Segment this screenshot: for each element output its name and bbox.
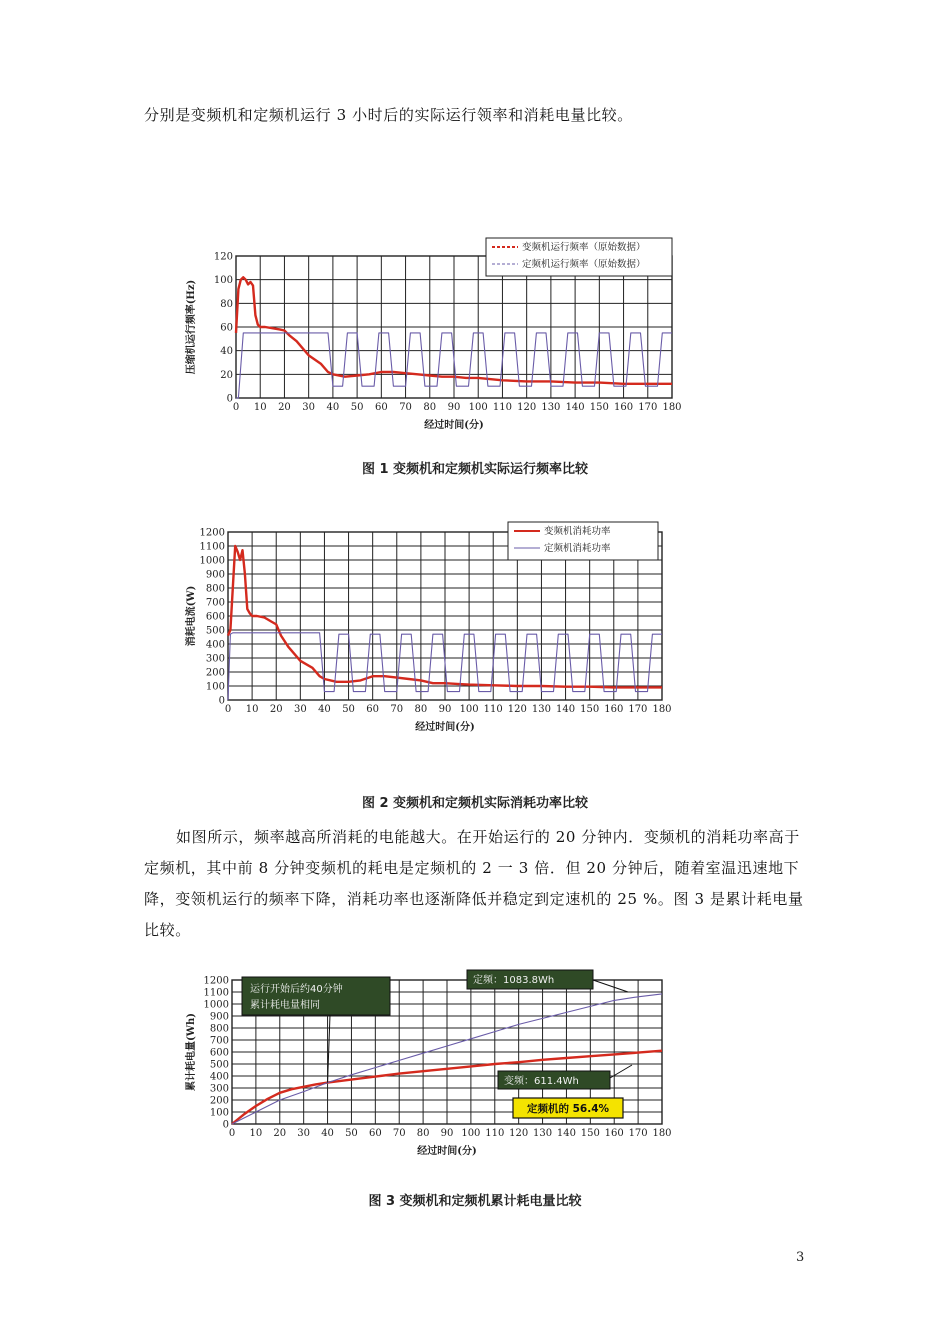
y-tick-label: 600 [209, 1047, 229, 1059]
callout-text-2: 累计耗电量相同 [250, 1000, 320, 1011]
x-tick-label: 160 [614, 402, 634, 413]
y-tick-label: 400 [209, 1071, 229, 1083]
x-tick-label: 10 [245, 704, 259, 715]
x-tick-label: 80 [423, 402, 437, 413]
x-tick-label: 180 [652, 1128, 672, 1139]
x-axis-label: 经过时间(分) [424, 420, 484, 431]
legend-label: 变频机消耗功率 [544, 526, 611, 537]
x-tick-label: 10 [249, 1128, 263, 1139]
y-tick-label: 100 [205, 681, 225, 693]
x-tick-label: 20 [278, 402, 291, 413]
y-tick-label: 20 [220, 369, 233, 381]
y-axis-label: 消耗电流(W) [186, 585, 197, 647]
x-tick-label: 40 [318, 704, 331, 715]
x-tick-label: 30 [302, 402, 316, 413]
x-tick-label: 110 [485, 1128, 505, 1139]
y-tick-label: 800 [209, 1023, 229, 1035]
x-tick-label: 120 [517, 402, 537, 413]
x-axis-label: 经过时间(分) [417, 1146, 477, 1157]
x-tick-label: 70 [399, 402, 412, 413]
frequency-chart [180, 238, 690, 433]
y-tick-label: 1000 [199, 555, 225, 567]
x-tick-label: 140 [556, 704, 576, 715]
x-tick-label: 150 [580, 704, 600, 715]
x-tick-label: 150 [580, 1128, 600, 1139]
x-tick-label: 100 [468, 402, 488, 413]
y-tick-label: 1100 [203, 987, 229, 999]
x-tick-label: 60 [368, 1128, 382, 1139]
x-tick-label: 90 [438, 704, 452, 715]
x-tick-label: 160 [604, 704, 624, 715]
x-tick-label: 170 [628, 704, 648, 715]
x-tick-label: 20 [273, 1128, 287, 1139]
page-number: 3 [796, 1250, 805, 1265]
x-tick-label: 100 [461, 1128, 481, 1139]
y-tick-label: 500 [209, 1059, 229, 1071]
cumulative-energy-chart [180, 968, 690, 1173]
y-tick-label: 300 [209, 1083, 229, 1095]
y-tick-label: 0 [218, 695, 225, 707]
x-tick-label: 50 [342, 704, 355, 715]
callout-text-1: 运行开始后约40分钟 [250, 984, 343, 995]
y-tick-label: 1100 [199, 541, 225, 553]
x-axis-label: 经过时间(分) [415, 722, 475, 733]
y-tick-label: 700 [209, 1035, 229, 1047]
x-tick-label: 180 [652, 704, 672, 715]
y-tick-label: 200 [205, 667, 225, 679]
x-tick-label: 110 [483, 704, 503, 715]
y-tick-label: 700 [205, 597, 225, 609]
y-tick-label: 60 [220, 322, 233, 334]
y-tick-label: 300 [205, 653, 225, 665]
percentage-text: 定频机的 56.4% [526, 1103, 610, 1115]
x-tick-label: 140 [565, 402, 585, 413]
x-tick-label: 140 [556, 1128, 576, 1139]
intro-paragraph: 分别是变频机和定频机运行 3 小时后的实际运行领率和消耗电量比较。 [144, 106, 633, 124]
x-tick-label: 80 [416, 1128, 430, 1139]
y-axis-label: 累计耗电量(Wh) [186, 1013, 197, 1091]
x-tick-label: 90 [447, 402, 461, 413]
y-tick-label: 0 [222, 1119, 229, 1131]
power-chart [180, 520, 690, 750]
figure-1-caption: 图 1 变频机和定频机实际运行频率比较 [361, 462, 589, 477]
x-tick-label: 60 [374, 402, 388, 413]
x-tick-label: 120 [507, 704, 527, 715]
x-tick-label: 180 [662, 402, 682, 413]
y-tick-label: 500 [205, 625, 225, 637]
x-tick-label: 30 [293, 704, 307, 715]
x-tick-label: 130 [533, 1128, 553, 1139]
legend-label: 定频机消耗功率 [544, 543, 611, 554]
figure-2-caption: 图 2 变频机和定频机实际消耗功率比较 [361, 796, 589, 811]
x-tick-label: 170 [638, 402, 658, 413]
x-tick-label: 130 [541, 402, 561, 413]
x-tick-label: 40 [321, 1128, 334, 1139]
x-tick-label: 70 [392, 1128, 406, 1139]
x-tick-label: 150 [589, 402, 609, 413]
y-tick-label: 200 [209, 1095, 229, 1107]
x-tick-label: 40 [326, 402, 340, 413]
x-tick-label: 120 [509, 1128, 529, 1139]
legend-label: 变频机运行频率（原始数据） [522, 242, 646, 253]
x-tick-label: 100 [459, 704, 479, 715]
x-tick-label: 170 [628, 1128, 648, 1139]
y-tick-label: 40 [220, 346, 233, 358]
x-tick-label: 10 [253, 402, 267, 413]
x-tick-label: 30 [297, 1128, 311, 1139]
y-tick-label: 400 [205, 639, 225, 651]
y-tick-label: 100 [209, 1107, 229, 1119]
y-tick-label: 80 [220, 298, 233, 310]
x-tick-label: 50 [350, 402, 364, 413]
y-tick-label: 900 [205, 569, 225, 581]
x-tick-label: 20 [269, 704, 283, 715]
callout-text-fixed: 定频：1083.8Wh [473, 975, 555, 986]
y-tick-label: 1200 [203, 975, 229, 987]
y-tick-label: 100 [213, 275, 233, 287]
y-tick-label: 1000 [203, 999, 229, 1011]
x-tick-label: 0 [224, 704, 232, 715]
x-tick-label: 80 [414, 704, 428, 715]
x-tick-label: 110 [492, 402, 512, 413]
y-tick-label: 120 [213, 251, 233, 263]
x-tick-label: 90 [440, 1128, 454, 1139]
y-tick-label: 1200 [199, 527, 225, 539]
y-tick-label: 0 [226, 393, 233, 405]
legend-label: 定频机运行频率（原始数据） [522, 259, 646, 270]
figure-3-caption: 图 3 变频机和定频机累计耗电量比较 [368, 1194, 582, 1209]
y-tick-label: 600 [205, 611, 225, 623]
y-axis-label: 压缩机运行频率(Hz) [186, 279, 197, 375]
y-tick-label: 800 [205, 583, 225, 595]
x-tick-label: 0 [232, 402, 240, 413]
x-tick-label: 130 [531, 704, 551, 715]
x-tick-label: 60 [366, 704, 380, 715]
x-tick-label: 50 [345, 1128, 358, 1139]
x-tick-label: 70 [390, 704, 404, 715]
x-tick-label: 160 [604, 1128, 624, 1139]
callout-text-inverter: 变频：611.4Wh [504, 1076, 579, 1087]
x-tick-label: 0 [228, 1128, 236, 1139]
y-tick-label: 900 [209, 1011, 229, 1023]
body-paragraph: 如图所示，频率越高所消耗的电能越大。在开始运行的 20 分钟内．变频机的消耗功率高于定频机，其中前 8 分钟变频机的耗电是定频机的 2 一 3 倍．但 20 分钟后，随着室温迅速地下降，变领机运行的频率下降，消耗功率也逐渐降低并稳定到定速机的 25 %。图 3 是累计耗电量比较。 [144, 828, 804, 939]
